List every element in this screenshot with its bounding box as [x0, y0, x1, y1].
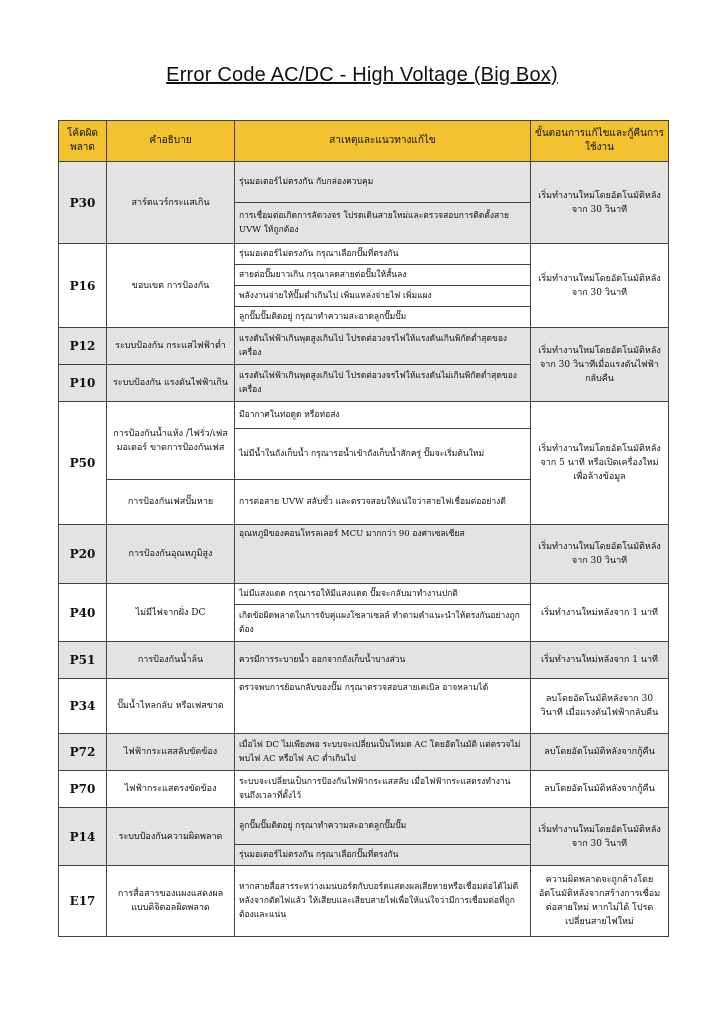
error-description: ขอบเขต การป้องกัน: [107, 244, 235, 328]
table-row: [59, 866, 669, 937]
error-code: P14: [59, 808, 107, 866]
cause-text: ไม่มีแสงแดด กรุณารอให้มีแสงแดด ปั๊มจะกลับมาทำงานปกติ: [235, 584, 531, 605]
error-description: การป้องกันอุณหภูมิสูง: [107, 525, 235, 584]
recovery-step: ความผิดพลาดจะถูกล้างโดยอัตโนมัติหลังจากสร้างการเชื่อมต่อสายใหม่ หากไม่ได้ โปรดเปลี่ยนสายไฟใหม่: [531, 866, 669, 937]
recovery-step: ลบโดยอัตโนมัติหลังจากกู้คืน: [531, 771, 669, 808]
cause-text: พลังงานจ่ายให้ปั๊มต่ำเกินไป เพิ่มแหล่งจ่ายไฟ เพิ่มแผง: [235, 286, 531, 307]
cause-text: รุ่นมอเตอร์ไม่ตรงกัน กรุณาเลือกปั๊มที่ตรงกัน: [235, 845, 531, 866]
cause-text: ตรวจพบการย้อนกลับของปั๊ม กรุณาตรวจสอบสายเคเบิล อาจหลามได้: [235, 679, 531, 734]
table-row: [59, 584, 669, 605]
error-code: P50: [59, 402, 107, 525]
error-code: P40: [59, 584, 107, 642]
error-code: P20: [59, 525, 107, 584]
table-row: [59, 525, 669, 584]
table-row: [59, 808, 669, 845]
error-description: ไฟฟ้ากระแสตรงขัดข้อง: [107, 771, 235, 808]
table-row: [59, 328, 669, 365]
table-header-row: [59, 121, 669, 162]
header-desc: คำอธิบาย: [107, 121, 235, 162]
error-description: การป้องกันน้ำล้น: [107, 642, 235, 679]
header-cause: สาเหตุและแนวทางแก้ไข: [235, 121, 531, 162]
recovery-step: เริ่มทำงานใหม่โดยอัตโนมัติหลังจาก 30 วินาที: [531, 525, 669, 584]
cause-text: รุ่นมอเตอร์ไม่ตรงกัน กับกล่องควบคุม: [235, 162, 531, 203]
cause-text: รุ่นมอเตอร์ไม่ตรงกัน กรุณาเลือกปั๊มที่ตรงกัน: [235, 244, 531, 265]
recovery-step: ลบโดยอัตโนมัติหลังจาก 30 วินาที เมื่อแรงดันไฟฟ้ากลับคืน: [531, 679, 669, 734]
error-description: สาร์ตแวร์กระแสเกิน: [107, 162, 235, 244]
table-row: [59, 642, 669, 679]
cause-text: มีอากาศในท่อดูด หรือท่อส่ง: [235, 402, 531, 429]
recovery-step: เริ่มทำงานใหม่โดยอัตโนมัติหลังจาก 30 วินาที: [531, 244, 669, 328]
recovery-step: เริ่มทำงานใหม่โดยอัตโนมัติหลังจาก 30 วินาทีเมื่อแรงดันไฟฟ้ากลับคืน: [531, 328, 669, 402]
recovery-step: ลบโดยอัตโนมัติหลังจากกู้คืน: [531, 734, 669, 771]
table-row: [59, 679, 669, 734]
cause-text: การต่อสาย UVW สลับขั้ว และตรวจสอบให้แน่ใจว่าสายไฟเชื่อมต่ออย่างดี: [235, 480, 531, 525]
cause-text: แรงดันไฟฟ้าเกินพุดสูงเกินไป โปรดต่อวงจรไฟให้แรงดันไม่เกินพิกัดต่ำสุดของเครื่อง: [235, 365, 531, 402]
recovery-step: เริ่มทำงานใหม่โดยอัตโนมัติหลังจาก 30 วินาที: [531, 162, 669, 244]
cause-text: ไม่มีน้ำในถังเก็บน้ำ กรุณารอน้ำเข้าถังเก็บน้ำสักครู่ ปั๊มจะเริ่มต้นใหม่: [235, 429, 531, 480]
error-description: ไฟฟ้ากระแสสลับขัดข้อง: [107, 734, 235, 771]
cause-text: การเชื่อมต่อเกิดการลัดวงจร โปรดเดินสายใหม่และตรวจสอบการติดตั้งสาย UVW ให้ถูกต้อง: [235, 203, 531, 244]
cause-text: ควรมีการระบายน้ำ ออกจากถังเก็บน้ำบางส่วน: [235, 642, 531, 679]
table-row: [59, 771, 669, 808]
recovery-step: เริ่มทำงานใหม่หลังจาก 1 นาที: [531, 642, 669, 679]
header-code: โค้ดผิดพลาด: [59, 121, 107, 162]
cause-text: หากสายสื่อสารระหว่างเมนบอร์ดกับบอร์ดแสดงผลเสียหายหรือเชื่อมต่อได้ไม่ดีหลังจากตัดไฟแล้ว ให้เสียบและเสียบสายไฟเพื่อให้แน่ใจว่ามีการเชื่อมต่อที่ถูกต้องและแน่น: [235, 866, 531, 937]
cause-text: เกิดข้อผิดพลาดในการจับคู่แผงโซลาเซลล์ ทำตามคำแนะนำให้ตรงกันอย่างถูกต้อง: [235, 605, 531, 642]
header-step: ขั้นตอนการแก้ไขและกู้คืนการใช้งาน: [531, 121, 669, 162]
recovery-step: เริ่มทำงานใหม่โดยอัตโนมัติหลังจาก 5 นาที หรือเปิดเครื่องใหม่เพื่อล้างข้อมูล: [531, 402, 669, 525]
error-code: E17: [59, 866, 107, 937]
error-description: ระบบป้องกัน แรงดันไฟฟ้าเกิน: [107, 365, 235, 402]
table-row: [59, 244, 669, 265]
error-description: การสื่อสารของแผงแสดงผลแบบดิจิตอลผิดพลาด: [107, 866, 235, 937]
error-description: ปั๊มน้ำไหลกลับ หรือเฟสขาด: [107, 679, 235, 734]
error-code: P34: [59, 679, 107, 734]
table-row: [59, 162, 669, 203]
cause-text: สายต่อปั๊มยาวเกิน กรุณาลดสายต่อปั๊มให้สั้นลง: [235, 265, 531, 286]
error-description: ระบบป้องกัน กระแสไฟฟ้าต่ำ: [107, 328, 235, 365]
error-code-table: [58, 120, 669, 937]
error-code: P12: [59, 328, 107, 365]
error-description: การป้องกันเฟสปั๊มหาย: [107, 480, 235, 525]
cause-text: ลูกปั๊มปั๊มติดอยู่ กรุณาทำความสะอาดลูกปั๊มปั๊ม: [235, 307, 531, 328]
error-description: ไม่มีไฟจากฝั่ง DC: [107, 584, 235, 642]
error-description: การป้องกันน้ำแห้ง /ไฟรั่ว/เฟสมอเตอร์ ขาดการป้องกันเฟส: [107, 402, 235, 480]
table-row: [59, 402, 669, 429]
recovery-step: เริ่มทำงานใหม่หลังจาก 1 นาที: [531, 584, 669, 642]
cause-text: เมื่อไฟ DC ไม่เพียงพอ ระบบจะเปลี่ยนเป็นโหมด AC โดยอัตโนมัติ แต่ตรวจไม่พบไฟ AC หรือไฟ AC ต่ำเกินไป: [235, 734, 531, 771]
table-row: [59, 734, 669, 771]
error-code: P72: [59, 734, 107, 771]
cause-text: ระบบจะเปลี่ยนเป็นการป้องกันไฟฟ้ากระแสสลับ เมื่อไฟฟ้ากระแสตรงทำงาน จนถึงเวลาที่ตั้งไว้: [235, 771, 531, 808]
error-code: P70: [59, 771, 107, 808]
error-code: P51: [59, 642, 107, 679]
cause-text: แรงดันไฟฟ้าเกินพุดสูงเกินไป โปรดต่อวงจรไฟให้แรงดันเกินพิกัดต่ำสุดของเครื่อง: [235, 328, 531, 365]
error-code: P16: [59, 244, 107, 328]
cause-text: ลูกปั๊มปั๊มติดอยู่ กรุณาทำความสะอาดลูกปั๊มปั๊ม: [235, 808, 531, 845]
error-code: P10: [59, 365, 107, 402]
recovery-step: เริ่มทำงานใหม่โดยอัตโนมัติหลังจาก 30 วินาที: [531, 808, 669, 866]
page-title: Error Code AC/DC - High Voltage (Big Box): [166, 64, 558, 86]
error-description: ระบบป้องกันความผิดพลาด: [107, 808, 235, 866]
error-code: P30: [59, 162, 107, 244]
cause-text: อุณหภูมิของคอนโทรลเลอร์ MCU มากกว่า 90 องศาเซลเซียส: [235, 525, 531, 584]
